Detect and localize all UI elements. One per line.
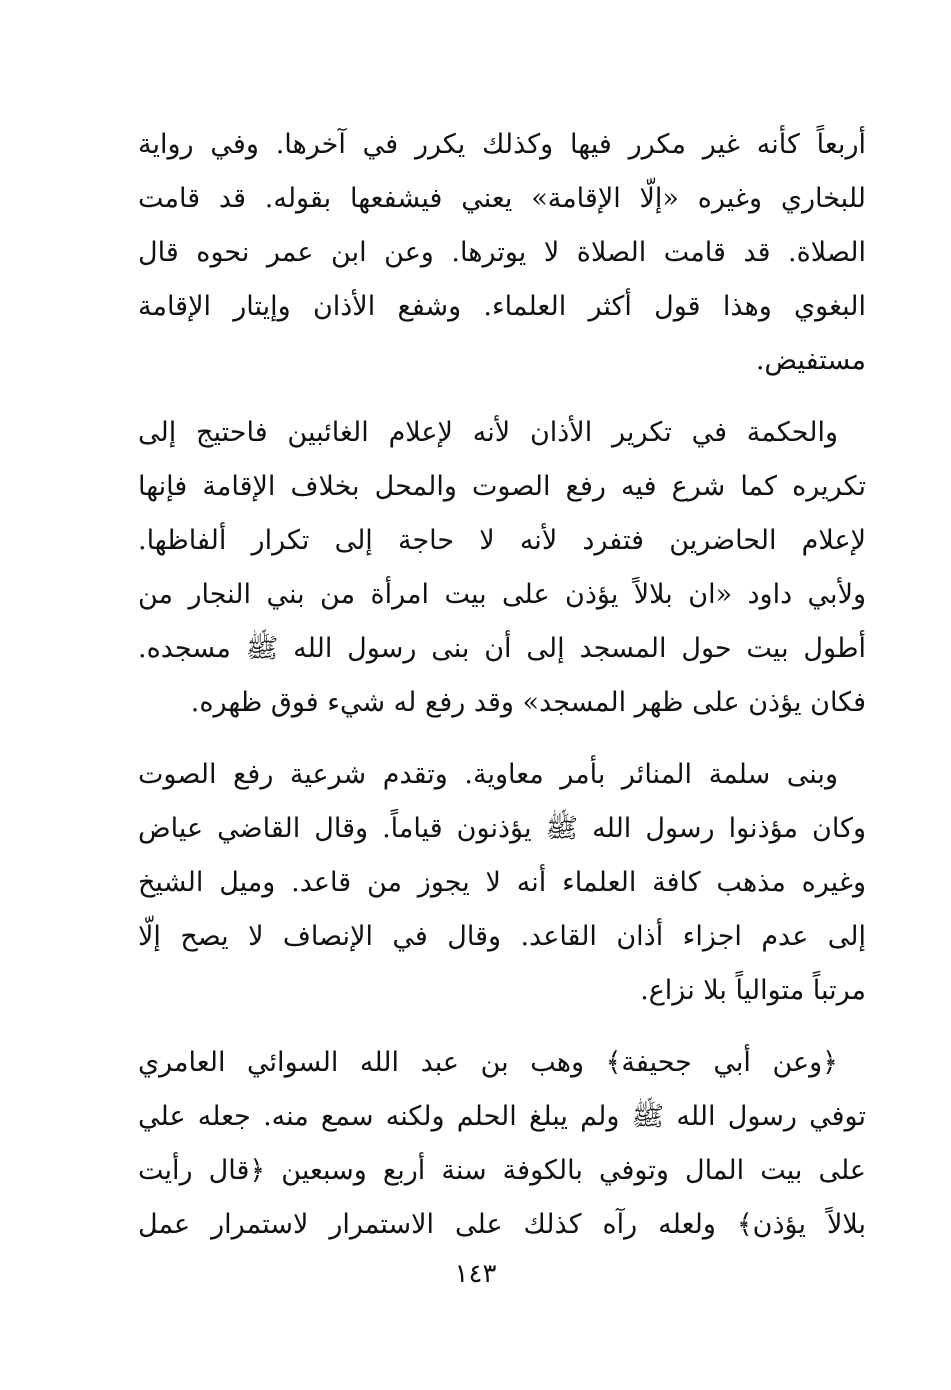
text-line: إلى عدم اجزاء أذان القاعد. وقال في الإنصاف لا يصح إلّا [138, 921, 866, 952]
text-line: وكان مؤذنوا رسول الله ﷺ يؤذنون قياماً. وقال القاضي عياض [138, 813, 866, 844]
text-line: توفي رسول الله ﷺ ولم يبلغ الحلم ولكنه سمع منه. جعله علي [138, 1101, 866, 1132]
text-line: ولأبي داود «ان بلالاً يؤذن على بيت امرأة من بني النجار من [138, 579, 866, 610]
page-number: ١٤٣ [454, 1259, 497, 1289]
text-line: لإعلام الحاضرين فتفرد لأنه لا حاجة إلى تكرار ألفاظها. [138, 525, 866, 556]
text-line: بلالاً يؤذن﴾ ولعله رآه كذلك على الاستمرار لاستمرار عمل [138, 1209, 866, 1240]
text-line: البغوي وهذا قول أكثر العلماء. وشفع الأذان وإيتار الإقامة [138, 291, 866, 322]
page-body [138, 118, 866, 1252]
paragraph-4 [138, 1036, 866, 1252]
text-line: أطول بيت حول المسجد إلى أن بنى رسول الله ﷺ مسجده. [138, 633, 866, 664]
paragraph-2 [138, 406, 866, 730]
text-line: مستفيض. [755, 345, 866, 376]
text-line: ﴿وعن أبي جحيفة﴾ وهب بن عبد الله السوائي العامري [138, 1047, 838, 1078]
text-line: على بيت المال وتوفي بالكوفة سنة أربع وسبعين ﴿قال رأيت [138, 1155, 866, 1186]
text-line: وغيره مذهب كافة العلماء أنه لا يجوز من قاعد. وميل الشيخ [138, 867, 866, 898]
text-line: وبنى سلمة المنائر بأمر معاوية. وتقدم شرعية رفع الصوت [138, 759, 838, 790]
text-line: الصلاة. قد قامت الصلاة لا يوترها. وعن ابن عمر نحوه قال [138, 237, 866, 268]
text-line: للبخاري وغيره «إلّا الإقامة» يعني فيشفعها بقوله. قد قامت [138, 183, 866, 214]
text-line: أربعاً كأنه غير مكرر فيها وكذلك يكرر في آخرها. وفي رواية [138, 129, 866, 160]
paragraph-3 [138, 748, 866, 1018]
paragraph-1 [138, 118, 866, 388]
text-line: تكريره كما شرع فيه رفع الصوت والمحل بخلاف الإقامة فإنها [138, 471, 866, 502]
text-line: والحكمة في تكرير الأذان لأنه لإعلام الغائبين فاحتيج إلى [138, 417, 838, 448]
text-line: مرتباً متوالياً بلا نزاع. [640, 975, 866, 1006]
text-line: فكان يؤذن على ظهر المسجد» وقد رفع له شيء فوق ظهره. [190, 687, 866, 718]
